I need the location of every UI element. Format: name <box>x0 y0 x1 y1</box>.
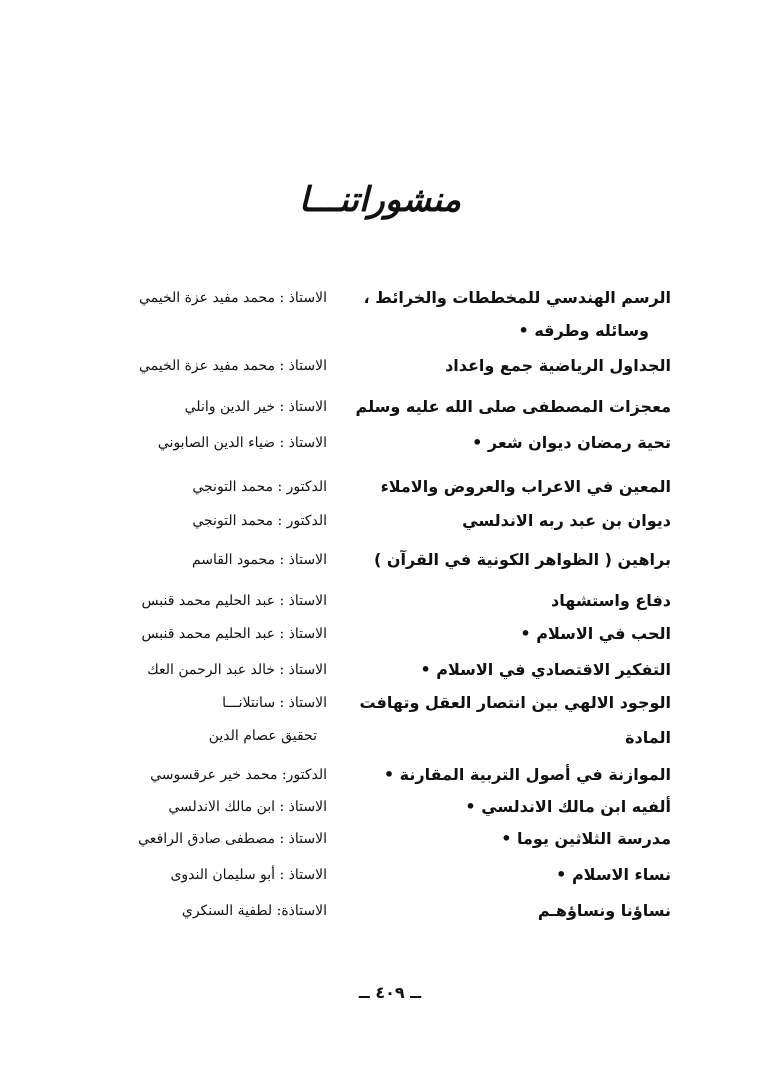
author-name: الدكتور : محمد التونجي <box>192 479 327 495</box>
list-item <box>0 511 757 541</box>
author-name: تحقيق عصام الدين <box>208 728 317 744</box>
list-item <box>0 321 757 351</box>
list-item <box>0 728 757 758</box>
list-item <box>0 550 757 580</box>
book-title: براهين ( الظواهر الكونية في القرآن ) <box>374 550 671 569</box>
book-title: الجداول الرياضية جمع واعداد <box>445 356 671 375</box>
list-item <box>0 901 757 931</box>
book-title: المادة <box>625 728 671 747</box>
list-item <box>0 477 757 507</box>
book-title: الرسم الهندسي للمخططات والخرائط ، <box>363 288 671 307</box>
list-item <box>0 829 757 859</box>
list-item <box>0 693 757 723</box>
book-title: الحب في الاسلام • <box>520 624 671 643</box>
author-name: الدكتور: محمد خير عرقسوسي <box>150 767 327 783</box>
book-title: تحية رمضان ديوان شعر • <box>472 433 671 452</box>
author-name: الاستاذ : محمد مفيد عزة الخيمي <box>138 290 327 306</box>
author-name: الاستاذ : محمد مفيد عزة الخيمي <box>138 358 327 374</box>
list-item <box>0 660 757 690</box>
list-item <box>0 591 757 621</box>
author-name: الاستاذ : خير الدين وانلي <box>184 399 327 415</box>
page-number: ــ ٤٠٩ ــ <box>358 983 422 1002</box>
book-title: نساء الاسلام • <box>556 865 671 884</box>
list-item <box>0 288 757 318</box>
book-title: معجزات المصطفى صلى الله عليه وسلم <box>355 397 671 416</box>
book-title: مدرسة الثلاثين يوما • <box>501 829 671 848</box>
list-item <box>0 397 757 427</box>
author-name: الاستاذ : مصطفى صادق الرافعي <box>138 831 327 847</box>
list-item <box>0 433 757 463</box>
list-item <box>0 865 757 895</box>
author-name: الاستاذة: لطفية السنكري <box>181 903 327 919</box>
page-title: منشوراتنـــا <box>298 180 462 220</box>
book-title: ديوان بن عبد ربه الاندلسي <box>462 511 671 530</box>
book-title: المعين في الاعراب والعروض والاملاء <box>380 477 671 496</box>
author-name: الاستاذ : سانتلانـــا <box>222 695 327 711</box>
book-title: التفكير الاقتصادي في الاسلام • <box>420 660 671 679</box>
book-title: نساؤنا ونساؤهـم <box>537 901 671 920</box>
book-title: الوجود الالهي بين انتصار العقل وتهافت <box>359 693 671 712</box>
author-name: الاستاذ : ابن مالك الاندلسي <box>168 799 327 815</box>
book-title: الموازنة في أصول التربية المقارنة • <box>383 765 671 784</box>
author-name: الاستاذ : خالد عبد الرحمن العك <box>147 662 327 678</box>
author-name: الاستاذ : محمود القاسم <box>191 552 327 568</box>
book-title: دفاع واستشهاد <box>551 591 671 610</box>
list-item <box>0 797 757 827</box>
author-name: الاستاذ : عبد الحليم محمد قنبس <box>141 626 327 642</box>
author-name: الدكتور : محمد التونجي <box>192 513 327 529</box>
author-name: الاستاذ : ضياء الدين الصابوني <box>157 435 327 451</box>
author-name: الاستاذ : عبد الحليم محمد قنبس <box>141 593 327 609</box>
author-name: الاستاذ : أبو سليمان الندوى <box>170 867 327 883</box>
list-item <box>0 356 757 386</box>
book-title: ألفيه ابن مالك الاندلسي • <box>465 797 671 816</box>
list-item <box>0 765 757 795</box>
book-title: وسائله وطرقه • <box>518 321 649 340</box>
list-item <box>0 624 757 654</box>
